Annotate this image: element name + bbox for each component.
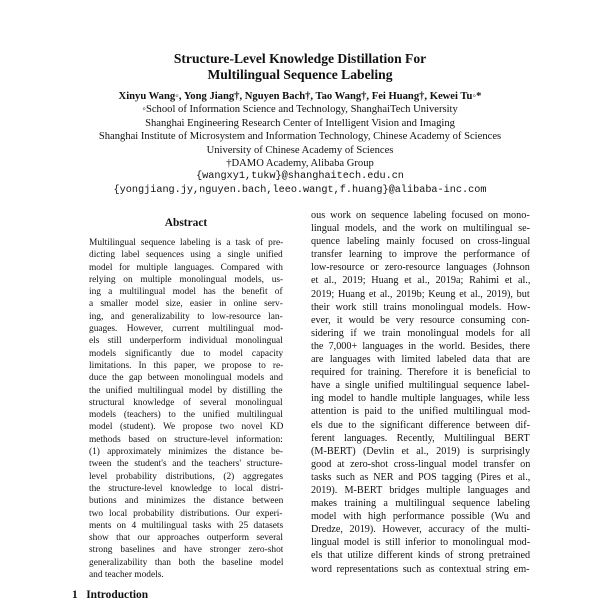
text-line: quence labeling mainly focused on cross-lingual <box>311 236 530 248</box>
affiliation-line: Shanghai Institute of Microsystem and Information Technology, Chinese Academy of Sciences <box>98 131 502 143</box>
text-line: Dredze, 2019). However, accuracy of the multi- <box>311 524 530 536</box>
text-line: model (student). We propose two novel KD <box>89 422 283 433</box>
text-line: et al., 2019; Huang et al., 2019a; Rahimi et al., <box>311 275 530 287</box>
text-line: a smaller model size, easier in online serv- <box>89 299 283 310</box>
text-line: required for training. Therefore it is beneficial to <box>311 367 530 379</box>
text-line: ing, and generalizability to low-resource lan- <box>89 311 283 322</box>
text-line: transfer learning to improve the performance of <box>311 249 530 261</box>
text-line: attention is paid to the unified multilingual mod- <box>311 406 530 418</box>
text-line: ments on 4 multilingual tasks with 25 datasets <box>89 520 283 531</box>
text-line: els that utilize different kinds of strong pretrained <box>311 550 530 562</box>
text-line: limitations. In this paper, we propose to re- <box>89 360 283 371</box>
text-line: els due to the significant difference between dif- <box>311 419 530 431</box>
text-line: (1) approximately minimizes the distance be- <box>89 447 283 458</box>
abstract-body <box>89 237 283 581</box>
text-line: ing model to handle multiple languages, while less <box>311 393 530 405</box>
section-number: 1 <box>72 589 78 601</box>
text-line: the 7,000+ languages in the world. Besides, there <box>311 340 530 352</box>
affiliation-line: ◦School of Information Science and Technology, ShanghaiTech University <box>142 104 458 116</box>
text-line: level probability distributions, (2) aggregates <box>89 471 283 482</box>
text-line: model with high performance possible (Wu and <box>311 511 530 523</box>
author-list: Xinyu Wang◦, Yong Jiang†, Nguyen Bach†, Tao Wang†, Fei Huang†, Kewei Tu◦* <box>118 91 482 102</box>
affiliation-line: University of Chinese Academy of Sciences <box>206 144 394 156</box>
text-line: (M-BERT) (Devlin et al., 2019) is surprisingly <box>311 445 530 457</box>
text-line: show that our approaches outperform several <box>89 533 283 544</box>
text-line: models significantly due to model capacity <box>89 348 283 359</box>
text-line: ever, it would be very resource consuming con- <box>311 314 530 326</box>
text-line: the structure-level knowledge to local distri- <box>89 483 283 494</box>
text-line: 2019). M-BERT bridges multiple languages and <box>311 484 530 496</box>
text-line: tween the student's and the teachers' structure- <box>89 459 283 470</box>
affiliation-line: Shanghai Engineering Research Center of Intelligent Vision and Imaging <box>145 117 455 129</box>
text-line: two local probability distributions. Our experi- <box>89 508 283 519</box>
text-line: ing a multilingual model has the benefit of <box>89 287 283 298</box>
abstract-heading: Abstract <box>164 217 208 229</box>
text-line: duce the gap between monolingual models and <box>89 373 283 384</box>
text-line: methods based on structure-level information: <box>89 434 283 445</box>
text-line: lingual model is still inferior to monolingual mod- <box>311 537 530 549</box>
text-line: relying on multiple monolingual models, us- <box>89 274 283 285</box>
text-line: generalizability than both the baseline model <box>89 557 283 568</box>
title-line: Structure-Level Knowledge Distillation For <box>173 51 427 66</box>
text-line: lingual models, and the work on multilingual se- <box>311 223 530 235</box>
text-line: low-resource or zero-resource languages (Johnson <box>311 262 530 274</box>
paper-title <box>0 51 600 83</box>
text-line: ferent languages. Recently, Multilingual BERT <box>311 432 530 444</box>
text-line: makes training a multilingual sequence labeling <box>311 498 530 510</box>
text-line: have a single unified multilingual sequence label- <box>311 380 530 392</box>
text-line: butions and minimizes the distance between <box>89 496 283 507</box>
section-heading <box>72 589 148 601</box>
body-text-column <box>311 209 530 576</box>
text-line: ous work on sequence labeling focused on mono- <box>311 210 530 221</box>
text-line: dicting label sequences using a single unified <box>89 250 283 261</box>
text-line: strong baselines and have stronger zero-shot <box>89 545 283 556</box>
text-line: the unified multilingual model by distilling the <box>89 385 283 396</box>
text-line: structural knowledge of several monolingual <box>89 397 283 408</box>
text-line: model for multiple languages. Compared with <box>89 262 283 273</box>
email-line: {wangxy1,tukw}@shanghaitech.edu.cn <box>196 171 404 183</box>
text-line: sidering if we train monolingual models for all <box>311 327 530 339</box>
text-line: guages. However, current multilingual mod- <box>89 324 283 335</box>
text-line: word representations such as contextual string em- <box>311 563 530 575</box>
title-line: Multilingual Sequence Labeling <box>207 67 393 82</box>
text-line: tasks such as NER and POS tagging (Pires et al., <box>311 471 530 483</box>
text-line: and teacher models. <box>89 570 164 581</box>
text-line: models (teachers) to the unified multilingual <box>89 410 283 421</box>
affiliation-line: †DAMO Academy, Alibaba Group <box>226 158 374 170</box>
email-line: {yongjiang.jy,nguyen.bach,leeo.wangt,f.huang}@alibaba-inc.com <box>113 184 487 196</box>
text-line: are languages with limited labeled data that are <box>311 354 530 366</box>
text-line: good at zero-shot cross-lingual model transfer on <box>311 458 530 470</box>
text-line: els still underperform individual monolingual <box>89 336 283 347</box>
text-line: 2019; Huang et al., 2019b; Keung et al., 2019), but <box>311 288 530 300</box>
text-line: their work still trains monolingual models. How- <box>311 301 530 313</box>
section-title: Introduction <box>86 589 149 601</box>
author-block <box>0 90 600 197</box>
text-line: Multilingual sequence labeling is a task of pre- <box>89 238 283 248</box>
